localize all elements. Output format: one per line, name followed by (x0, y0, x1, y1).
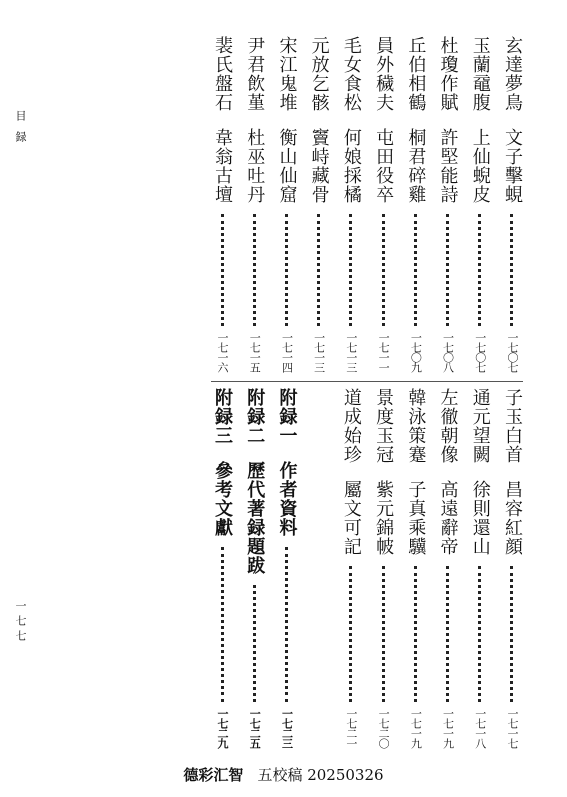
toc-entry[interactable] (275, 388, 297, 748)
leader-dots (285, 214, 288, 326)
entry-title-second: 許堅能詩 (437, 128, 459, 204)
toc-entry[interactable] (501, 36, 523, 372)
entry-title-first: 宋江鬼堆 (276, 36, 298, 112)
entry-page-number: 一七〇七 (505, 332, 519, 372)
toc-entry[interactable] (340, 388, 362, 748)
entry-title-second: 文子擊蜆 (501, 128, 523, 204)
leader-dots (317, 214, 320, 326)
leader-dots (414, 566, 417, 702)
entry-title-first: 景度玉冠 (373, 388, 395, 464)
entry-title-first: 元放乞骸 (308, 36, 330, 112)
entry-title-second: 參考文獻 (212, 461, 233, 537)
toc-entry[interactable] (340, 36, 362, 372)
leader-dots (253, 214, 256, 326)
entry-title-first: 玉蘭黿腹 (469, 36, 491, 112)
toc-entry[interactable] (372, 388, 394, 748)
entry-title-second: 上仙蜺皮 (469, 128, 491, 204)
footer-version: 五校稿 20250326 (257, 766, 384, 784)
entry-page-number: 一七一六 (216, 332, 229, 372)
entry-title-first: 玄達夢鳥 (501, 36, 523, 112)
toc-entry[interactable] (211, 388, 233, 748)
entry-page-number: 一七一三 (312, 332, 326, 372)
entry-page-number: 一七一四 (280, 332, 294, 372)
toc-entry[interactable] (469, 36, 491, 372)
toc-upper-block (211, 36, 523, 372)
entry-title-second: 衡山仙窟 (276, 128, 298, 204)
toc-entry[interactable] (243, 388, 265, 748)
toc-lower-block (211, 388, 523, 748)
entry-title-first: 附録一 (276, 388, 298, 445)
entry-page-number: 一七二三 (280, 708, 294, 748)
leader-dots (510, 566, 513, 702)
entry-title-second: 高遠辭帝 (437, 480, 459, 556)
entry-page-number: 一七一三 (344, 332, 358, 372)
column-spacer (308, 388, 330, 748)
toc-entry[interactable] (404, 388, 426, 748)
entry-title-first: 通元望闕 (469, 388, 491, 464)
entry-title-first: 員外穢夫 (373, 36, 395, 112)
entry-page-number: 一七一九 (409, 708, 423, 748)
entry-title-first: 附録三 (212, 388, 233, 445)
entry-title-first: 毛女食松 (340, 36, 362, 112)
entry-title-second: 何娘採橘 (340, 128, 362, 204)
leader-dots (253, 585, 256, 702)
leader-dots (446, 566, 449, 702)
entry-page-number: 一七〇七 (473, 332, 487, 372)
entry-title-second: 子真乘驥 (405, 480, 427, 556)
entry-title-second: 屯田役卒 (373, 128, 395, 204)
entry-title-first: 尹君飲堇 (244, 36, 266, 112)
toc-entry[interactable] (437, 388, 459, 748)
section-label: 目録 (14, 110, 27, 152)
leader-dots (510, 214, 513, 326)
entry-title-first: 附録二 (244, 388, 266, 445)
footer-brand: 德彩汇智 (183, 766, 244, 784)
entry-title-second: 韋翁古壇 (212, 128, 233, 204)
toc-entry[interactable] (372, 36, 394, 372)
entry-page-number: 一七一一 (377, 332, 391, 372)
entry-page-number: 一七二五 (248, 708, 262, 748)
entry-title-first: 韓泳策蹇 (405, 388, 427, 464)
page-number: 一七七 (14, 600, 27, 645)
divider-rule (211, 381, 523, 382)
entry-page-number: 一七一七 (505, 708, 519, 748)
toc-entry[interactable] (308, 36, 330, 372)
entry-title-second: 紫元錦帔 (373, 480, 395, 556)
leader-dots (349, 214, 352, 326)
entry-page-number: 一七二一 (344, 708, 358, 748)
leader-dots (221, 214, 224, 326)
footer (0, 764, 567, 785)
toc-entry[interactable] (211, 36, 233, 372)
leader-dots (478, 214, 481, 326)
entry-title-first: 裴氏盤石 (212, 36, 233, 112)
entry-title-second: 昌容紅顔 (501, 480, 523, 556)
leader-dots (382, 566, 385, 702)
entry-page-number: 一七一九 (441, 708, 455, 748)
leader-dots (478, 566, 481, 702)
toc-entry[interactable] (469, 388, 491, 748)
entry-title-first: 子玉白首 (501, 388, 523, 464)
entry-title-first: 道成始珍 (340, 388, 362, 464)
entry-title-second: 桐君碎雞 (405, 128, 427, 204)
entry-title-first: 左徹朝像 (437, 388, 459, 464)
entry-title-second: 徐則還山 (469, 480, 491, 556)
entry-title-first: 杜瓊作賦 (437, 36, 459, 112)
entry-title-second: 杜巫吐丹 (244, 128, 266, 204)
entry-page-number: 一七一五 (248, 332, 262, 372)
entry-title-first: 丘伯相鶴 (405, 36, 427, 112)
toc-entry[interactable] (243, 36, 265, 372)
entry-title-second: 作者資料 (276, 461, 298, 537)
leader-dots (285, 547, 288, 702)
leader-dots (414, 214, 417, 326)
leader-dots (221, 547, 224, 702)
entry-title-second: 屬文可記 (340, 480, 362, 556)
entry-page-number: 一七〇八 (441, 332, 455, 372)
toc-entry[interactable] (404, 36, 426, 372)
leader-dots (382, 214, 385, 326)
entry-page-number: 一七〇九 (409, 332, 423, 372)
entry-page-number: 一七二九 (216, 708, 229, 748)
entry-page-number: 一七二〇 (377, 708, 391, 748)
leader-dots (446, 214, 449, 326)
entry-title-second: 歷代著録題跋 (244, 461, 266, 575)
toc-entry[interactable] (275, 36, 297, 372)
toc-entry[interactable] (437, 36, 459, 372)
toc-entry[interactable] (501, 388, 523, 748)
entry-title-second: 竇峙藏骨 (308, 128, 330, 204)
entry-page-number: 一七一八 (473, 708, 487, 748)
leader-dots (349, 566, 352, 702)
